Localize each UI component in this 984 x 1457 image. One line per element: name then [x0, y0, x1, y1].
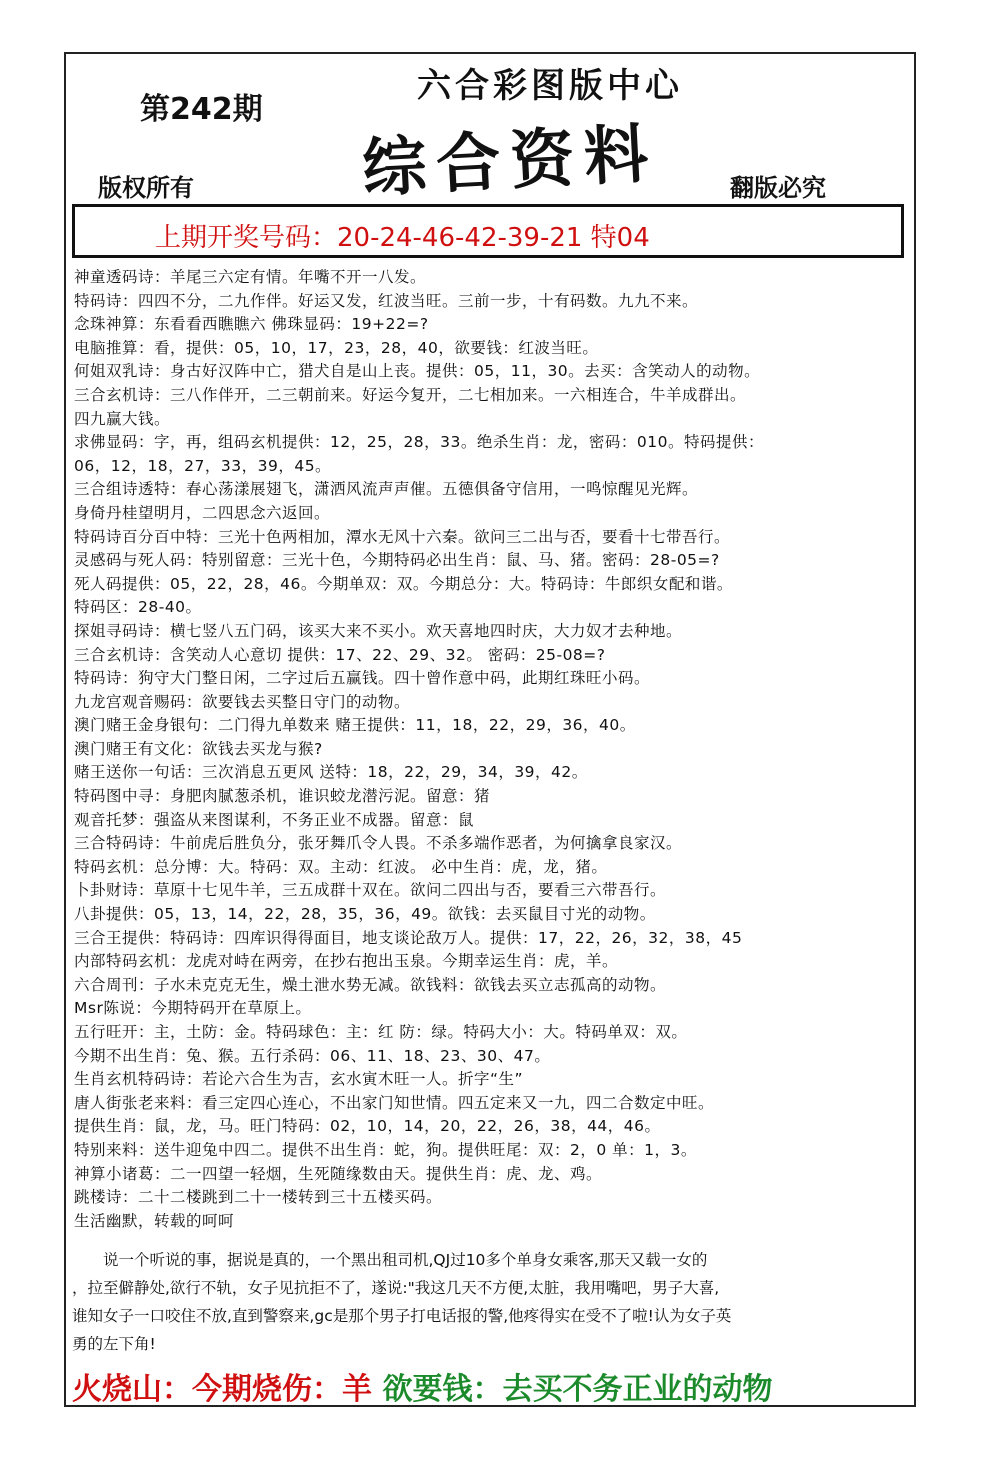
info-line: 八卦提供：05，13，14，22，28，35，36，49。欲钱：去买鼠目寸光的动物。: [74, 905, 656, 924]
info-line: 死人码提供：05，22，28，46。今期单双：双。今期总分：大。特码诗：牛郎织女配和谐。: [74, 574, 733, 593]
info-line: Msr陈说：今期特码开在草原上。: [74, 999, 312, 1018]
info-line: 三合玄机诗：三八作伴开，二三朝前来。好运今复开，二七相加来。一六相连合，牛羊成群出。: [74, 385, 747, 404]
info-line: 唐人街张老来料：看三定四心连心，不出家门知世情。四五定来又一九，四二合数定中旺。: [74, 1093, 715, 1112]
info-line: 六合周刊：子水未克克无生，燥土泄水势无减。欲钱料：欲钱去买立志孤高的动物。: [74, 975, 667, 994]
copyright-left: 版权所有: [98, 173, 194, 202]
info-line: 求佛显码：字，再，组码玄机提供：12，25，28，33。绝杀生肖：龙，密码：010。特码提供：: [74, 433, 764, 452]
info-line: 身倚丹桂望明月，二四思念六返回。: [74, 503, 331, 522]
info-line: 三合玄机诗：含笑动人心意切 提供：17、22、29、32。 密码：25-08=?: [74, 645, 606, 664]
humor-story: [72, 1246, 904, 1358]
info-line: 特码区：28-40。: [74, 598, 202, 617]
footer-green-text: 欲要钱：去买不务正业的动物: [382, 1372, 773, 1407]
info-line: 今期不出生肖：兔、猴。五行杀码：06、11、18、23、30、47。: [74, 1046, 551, 1065]
footer-red-text: 火烧山：今期烧伤：羊: [72, 1372, 372, 1407]
info-line: 三合特码诗：牛前虎后胜负分，张牙舞爪令人畏。不杀多端作恶者，为何擒拿良家汉。: [74, 834, 683, 853]
story-line: 谁知女子一口咬住不放,直到警察来,gc是那个男子打电话报的警,他疼得实在受不了啦!认为女子英: [72, 1307, 732, 1325]
last-result-text: 上期开奖号码：20-24-46-42-39-21 特04: [155, 223, 650, 253]
story-line: 勇的左下角!: [72, 1335, 156, 1353]
info-line: 特码诗：四四不分，二九作伴。好运又发，红波当旺。三前一步，十有码数。九九不来。: [74, 291, 699, 310]
info-line: 观音托梦：强盗从来图谋利，不务正业不成器。留意：鼠: [74, 810, 475, 829]
info-line: 三合组诗透特：春心荡漾展翅飞，潇洒风流声声催。五德俱备守信用，一鸣惊醒见光辉。: [74, 480, 699, 499]
story-line: ，拉至僻静处,欲行不轨，女子见抗拒不了，遂说:"我这几天不方便,太脏，我用嘴吧，男子大喜,: [72, 1279, 720, 1297]
info-line: 提供生肖：鼠，龙，马。旺门特码：02，10，14，20，22，26，38，44，46。: [74, 1117, 661, 1136]
info-line: 特别来料：送牛迎兔中四二。提供不出生肖：蛇，狗。提供旺尾：双：2，0 单：1，3。: [74, 1140, 697, 1159]
info-line: 特码诗百分百中特：三光十色两相加，潭水无风十六秦。欲问三二出与否，要看十七带吾行。: [74, 527, 731, 546]
story-line: 说一个听说的事，据说是真的，一个黑出租司机,QJ过10多个单身女乘客,那天又载一女的: [72, 1251, 708, 1269]
info-line: 三合王提供：特码诗：四库识得得面目，地支谈论敌万人。提供：17，22，26，32，38，45: [74, 928, 743, 947]
copyright-right: 翻版必究: [730, 173, 826, 202]
info-line: 神算小诸葛：二一四望一轻烟，生死随缘数由天。提供生肖：虎、龙、鸡。: [74, 1164, 603, 1183]
info-line: 澳门赌王金身银句：二门得九单数来 赌王提供：11，18，22，29，36，40。: [74, 716, 636, 735]
info-line: 灵感码与死人码：特别留意：三光十色，今期特码必出生肖：鼠、马、猪。密码：28-05=?: [74, 551, 720, 570]
info-line: 五行旺开：主，土防：金。特码球色：主：红 防：绿。特码大小：大。特码单双：双。: [74, 1023, 688, 1041]
info-line: 生肖玄机特码诗：若论六合生为吉，玄水寅木旺一人。折字“生”: [74, 1070, 524, 1089]
info-line: 何姐双乳诗：身古好汉阵中亡，猎犬自是山上丧。提供：05，11，30。去买：含笑动人的动物。: [74, 362, 761, 381]
info-line: 澳门赌王有文化：欲钱去买龙与猴?: [74, 739, 323, 758]
info-lines: [74, 266, 914, 1233]
issue-number: 第242期: [140, 92, 263, 127]
info-line: 内部特码玄机：龙虎对峙在两旁，在抄右抱出玉泉。今期幸运生肖：虎，羊。: [74, 952, 619, 971]
info-line: 特码玄机：总分博：大。特码：双。主动：红波。 必中生肖：虎，龙，猪。: [74, 857, 608, 876]
info-line: 卜卦财诗：草原十七见牛羊，三五成群十双在。欲问二四出与否，要看三六带吾行。: [74, 881, 667, 900]
info-line: 06，12，18，27，33，39，45。: [74, 456, 332, 475]
main-title: 综合资料: [360, 116, 661, 207]
info-line: 四九赢大钱。: [74, 409, 171, 428]
info-line: 赌王送你一句话：三次消息五更风 送特：18，22，29，34，39，42。: [74, 763, 588, 782]
last-result-box: [72, 204, 904, 258]
center-title: 六合彩图版中心: [417, 66, 683, 106]
info-line: 跳楼诗：二十二楼跳到二十一楼转到三十五楼买码。: [74, 1188, 443, 1207]
info-line: 特码诗：狗守大门整日闲，二字过后五赢钱。四十曾作意中码，此期红珠旺小码。: [74, 669, 651, 688]
footer-banner: [72, 1364, 904, 1408]
info-line: 生活幽默，转载的呵呵: [74, 1211, 235, 1230]
info-line: 念珠神算：东看看西瞧瞧六 佛珠显码：19+22=?: [74, 315, 429, 334]
info-line: 探姐寻码诗：横七竖八五门码，该买大来不买小。欢天喜地四时庆，大力奴才去种地。: [74, 621, 683, 640]
info-line: 特码图中寻：身肥肉腻葱杀机，谁识蛟龙潜污泥。留意：猪: [74, 787, 491, 806]
info-line: 神童透码诗：羊尾三六定有情。年嘴不开一八发。: [74, 268, 427, 286]
info-line: 九龙宫观音赐码：欲要钱去买整日守门的动物。: [74, 692, 411, 711]
info-line: 电脑推算：看，提供：05，10，17，23，28，40，欲要钱：红波当旺。: [74, 338, 599, 357]
